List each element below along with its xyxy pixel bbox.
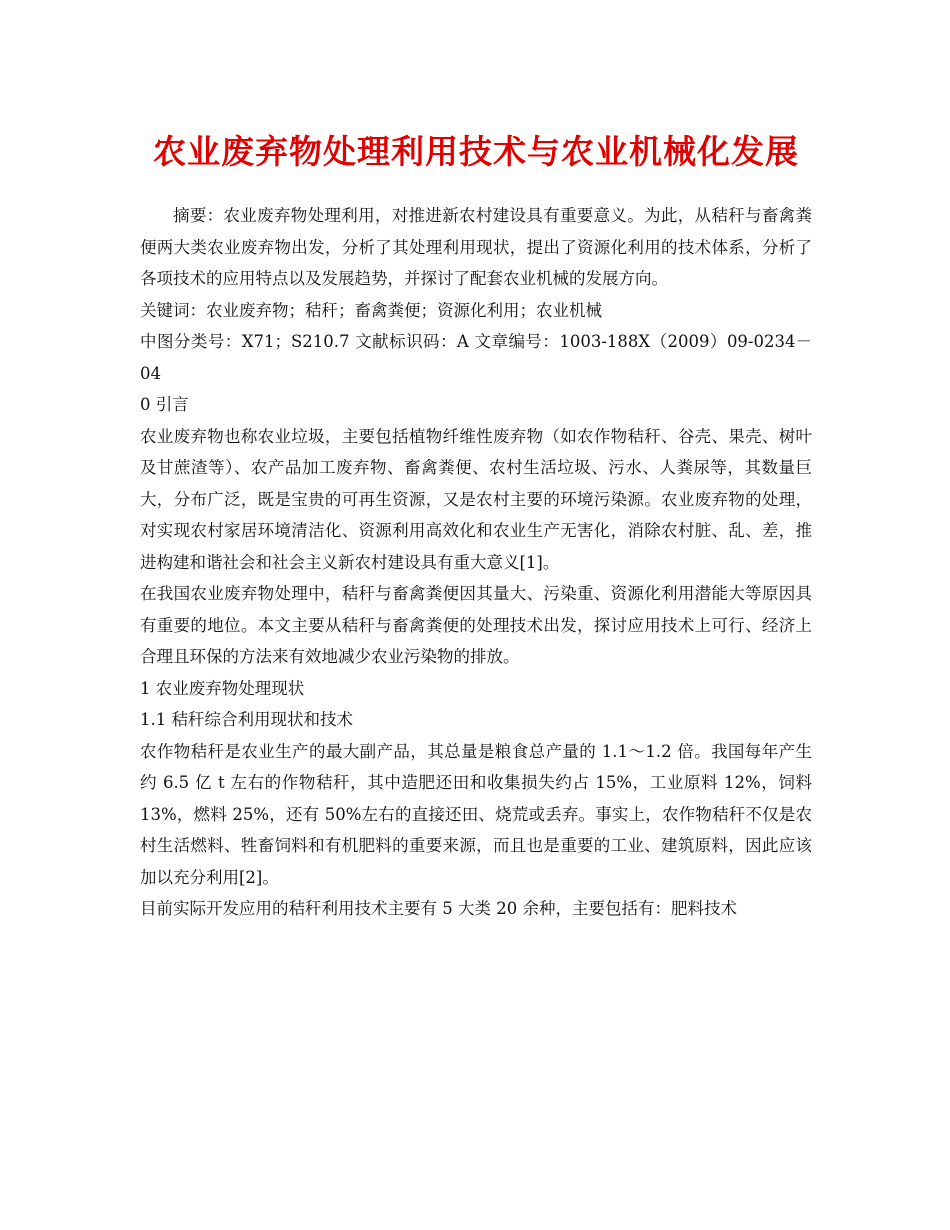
- document-body: [140, 200, 812, 925]
- abstract-paragraph: 摘要：农业废弃物处理利用，对推进新农村建设具有重要意义。为此，从秸秆与畜禽粪便两大类农业废弃物出发，分析了其处理利用现状，提出了资源化利用的技术体系，分析了各项技术的应用特点以及发展趋势，并探讨了配套农业机械的发展方向。: [140, 206, 812, 288]
- classification-line: 中图分类号：X71；S210.7 文献标识码：A 文章编号：1003-188X（2009）09-0234－04: [140, 332, 812, 383]
- body-paragraph: 目前实际开发应用的秸秆利用技术主要有 5 大类 20 余种，主要包括有：肥料技术: [140, 899, 737, 918]
- body-paragraph: 在我国农业废弃物处理中，秸秆与畜禽粪便因其量大、污染重、资源化利用潜能大等原因具有重要的地位。本文主要从秸秆与畜禽粪便的处理技术出发，探讨应用技术上可行、经济上合理且环保的方法来有效地减少农业污染物的排放。: [140, 584, 812, 666]
- document-page: [140, 128, 812, 925]
- document-title: 农业废弃物处理利用技术与农业机械化发展: [153, 132, 799, 171]
- section-heading-status: 1 农业废弃物处理现状: [140, 678, 305, 698]
- keywords-line: 关键词：农业废弃物；秸秆；畜禽粪便；资源化利用；农业机械: [140, 300, 602, 320]
- body-paragraph: 农作物秸秆是农业生产的最大副产品，其总量是粮食总产量的 1.1～1.2 倍。我国每年产生约 6.5 亿 t 左右的作物秸秆，其中造肥还田和收集损失约占 15%，工业原料 12%，饲料 13%，燃料 25%，还有 50%左右的直接还田、烧荒或丢弃。事实上，农作物秸秆不仅是农村生活燃料、牲畜饲料和有机肥料的重要来源，而且也是重要的工业、建筑原料，因此应该加以充分利用[2]。: [140, 741, 812, 887]
- body-paragraph: 农业废弃物也称农业垃圾，主要包括植物纤维性废弃物（如农作物秸秆、谷壳、果壳、树叶及甘蔗渣等）、农产品加工废弃物、畜禽粪便、农村生活垃圾、污水、人粪尿等，其数量巨大，分布广泛，既是宝贵的可再生资源，又是农村主要的环境污染源。农业废弃物的处理，对实现农村家居环境清洁化、资源利用高效化和农业生产无害化，消除农村脏、乱、差，推进构建和谐社会和社会主义新农村建设具有重大意义[1]。: [140, 426, 812, 572]
- subsection-heading-straw: 1.1 秸秆综合利用现状和技术: [140, 710, 353, 729]
- section-heading-introduction: 0 引言: [140, 395, 189, 414]
